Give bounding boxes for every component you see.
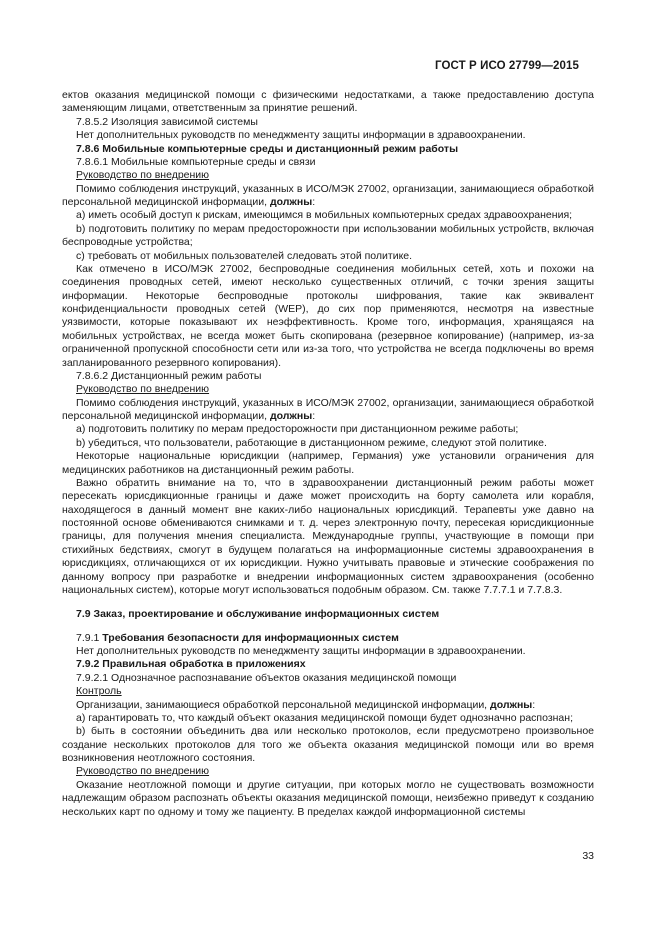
section-heading-7-8-6-1: 7.8.6.1 Мобильные компьютерные среды и связи <box>76 155 316 168</box>
must-keyword: должны <box>269 196 313 208</box>
paragraph: Важно обратить внимание на то, что в здравоохранении дистанционный режим работы может пересекать юрисдикционные границы и даже может происходить на борту самолета или корабля, находящегося в данный момент вне каких-либо национальных юрисдикций. Терапевты уже давно на постоянной основе обмениваются снимками и т. д. через электронную почту, пересекая юрисдикционные границы, для получения мнения специалиста. Международные группы, участвующие в помощи при стихийных бедствиях, смогут в будущем полагаться на информационные системы здравоохранения в юрисдикциях, отличающихся от их юрисдикции. Нужно учитывать правовые и этические соображения по данному вопросу при разработке и внедрении информационных систем здравоохранения (особенно национальных систем), которые могут использоваться подобным образом. См. также 7.7.7.1 и 7.7.8.3. <box>62 476 594 596</box>
paragraph: Оказание неотложной помощи и другие ситуации, при которых могло не существовать возможности надлежащим образом распознать объекты оказания медицинской помощи, неизбежно приведут к созданию нескольких карт по одному и тому же пациенту. В пределах каждой информационной системы <box>62 778 594 818</box>
page-body <box>62 89 594 819</box>
section-heading-7-9-2: 7.9.2 Правильная обработка в приложениях <box>76 658 306 671</box>
section-heading-7-8-5-2: 7.8.5.2 Изоляция зависимой системы <box>76 115 258 128</box>
section-heading-7-9-1 <box>62 632 594 645</box>
paragraph: Помимо соблюдения инструкций, указанных в ИСО/МЭК 27002, организации, занимающиеся обработкой персональной медицинской информации, должны: <box>62 396 594 422</box>
section-heading-7-8-6: 7.8.6 Мобильные компьютерные среды и дистанционный режим работы <box>76 142 459 155</box>
implementation-guidance-label <box>62 765 594 778</box>
list-item: a) гарантировать то, что каждый объект оказания медицинской помощи будет однозначно распознан; <box>76 711 573 724</box>
paragraph: Организации, занимающиеся обработкой персональной медицинской информации, должны: <box>76 698 536 711</box>
paragraph-text: Организации, занимающиеся обработкой персональной медицинской информации, <box>76 698 488 711</box>
paragraph: Нет дополнительных руководств по менеджменту защиты информации в здравоохранении. <box>76 645 526 657</box>
section-title: Требования безопасности для информационных систем <box>102 631 399 644</box>
guidance-label-text: Руководство по внедрению <box>76 765 210 778</box>
section-number: 7.9.1 <box>76 631 103 644</box>
must-keyword: должны <box>269 410 313 422</box>
list-item: c) требовать от мобильных пользователей следовать этой политике. <box>76 249 413 262</box>
paragraph: Как отмечено в ИСО/МЭК 27002, беспроводные соединения мобильных сетей, хоть и похожи на соединения проводных сетей, имеют несколько существенных отличий, с точки зрения защиты информации. Некоторые беспроводные протоколы шифрования, такие как эквивалент конфиденциальности проводных сетей (WEP), до сих пор применяются, несмотря на известные уязвимости, которые показывают их неэффективность. Кроме того, информация, хранящаяся на мобильных устройствах, не всегда может быть скопирована (резервное копирование) (например, из-за ограниченной пропускной способности сети или из-за того, что устройства не всегда подключены во время запланированного резервного копирования). <box>62 262 594 369</box>
section-heading-7-9: 7.9 Заказ, проектирование и обслуживание информационных систем <box>76 608 440 621</box>
control-label-text: Контроль <box>76 685 122 698</box>
paragraph-text: Помимо соблюдения инструкций, указанных в ИСО/МЭК 27002, организации, занимающиеся обработкой персональной медицинской информации, <box>62 182 594 208</box>
guidance-label-text: Руководство по внедрению <box>76 383 210 396</box>
list-item: b) подготовить политику по мерам предосторожности при использовании мобильных устройств, включая беспроводные устройства; <box>62 222 594 249</box>
paragraph: Помимо соблюдения инструкций, указанных в ИСО/МЭК 27002, организации, занимающиеся обработкой персональной медицинской информации, должны: <box>62 182 594 208</box>
implementation-guidance-label <box>62 169 594 182</box>
list-item: a) подготовить политику по мерам предосторожности при дистанционном режиме работы; <box>76 423 519 436</box>
list-item: a) иметь особый доступ к рискам, имеющимся в мобильных компьютерных средах здравоохранения; <box>76 209 573 222</box>
paragraph: Некоторые национальные юрисдикции (например, Германия) уже установили ограничения для медицинских работников на дистанционный режим работы. <box>62 450 594 476</box>
paragraph: ектов оказания медицинской помощи с физическими недостатками, а также предоставлению доступа заменяющим лицами, ответственным за принятие решений. <box>62 89 594 115</box>
implementation-guidance-label <box>62 383 594 396</box>
section-heading-7-8-6-2: 7.8.6.2 Дистанционный режим работы <box>76 369 262 382</box>
page-number: 33 <box>582 850 594 862</box>
paragraph: Нет дополнительных руководств по менеджменту защиты информации в здравоохранении. <box>76 129 526 142</box>
guidance-label-text: Руководство по внедрению <box>76 169 210 182</box>
standard-header: ГОСТ Р ИСО 27799—2015 <box>434 60 579 72</box>
control-label <box>62 685 594 698</box>
paragraph-text: Помимо соблюдения инструкций, указанных в ИСО/МЭК 27002, организации, занимающиеся обработкой персональной медицинской информации, <box>62 396 594 422</box>
list-item: b) быть в состоянии объединить два или несколько протоколов, если предусмотрено произвольное создание нескольких протоколов для того же объекта оказания медицинской помощи или во время возникновения неотложного состояния. <box>62 725 594 764</box>
section-heading-7-9-2-1: 7.9.2.1 Однозначное распознавание объектов оказания медицинской помощи <box>76 671 457 684</box>
list-item: b) убедиться, что пользователи, работающие в дистанционном режиме, следуют этой политике. <box>76 436 547 449</box>
must-keyword: должны <box>490 698 533 711</box>
